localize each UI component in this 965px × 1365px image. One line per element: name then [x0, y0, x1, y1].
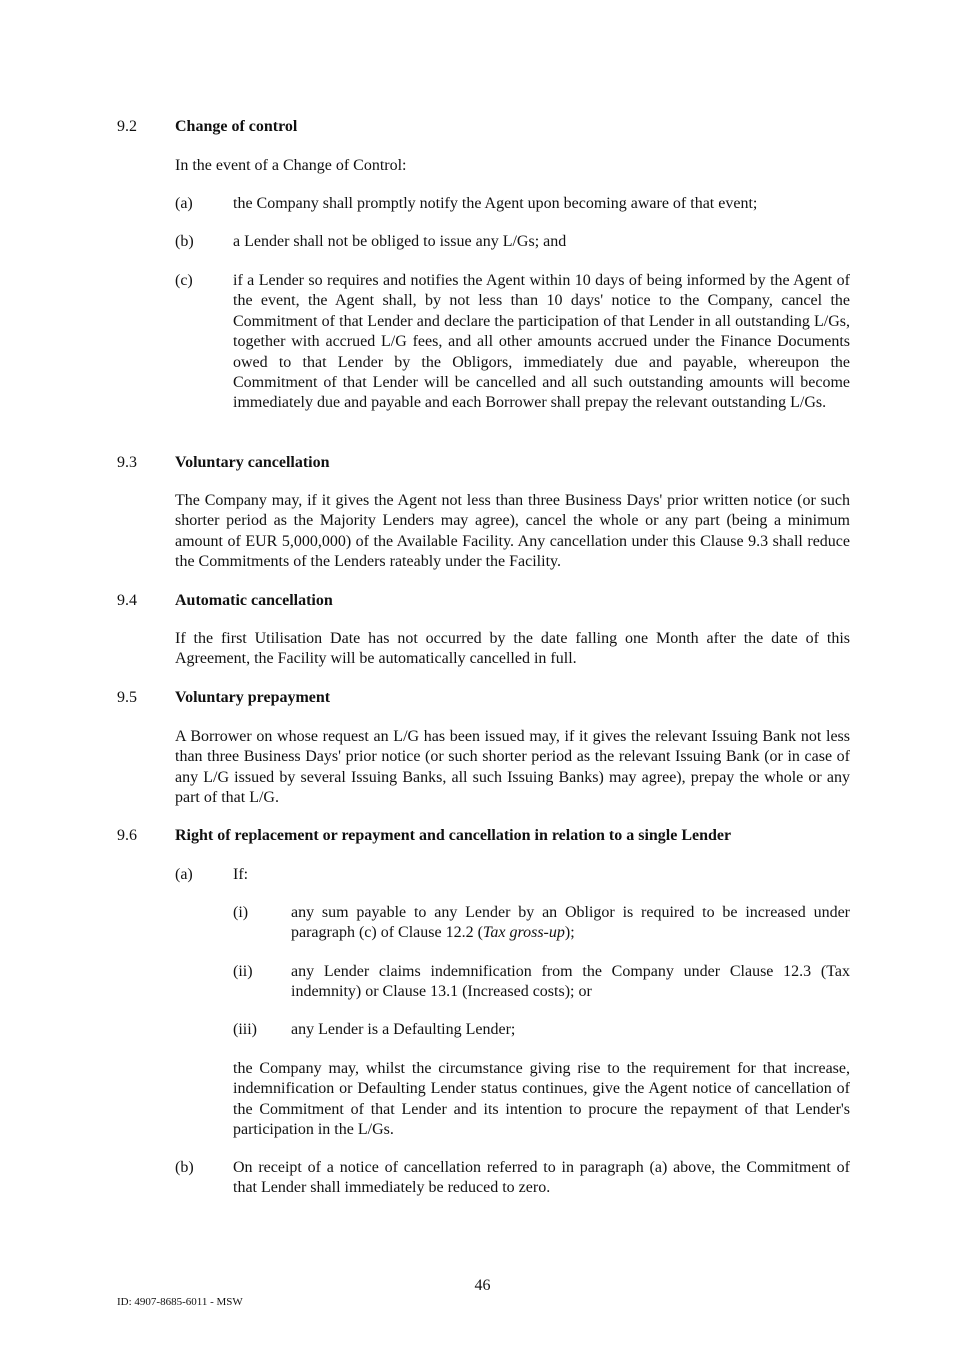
item-text: if a Lender so requires and notifies the Agent within 10 days of being informed by the Agent of the event, the Agent shall, by not less than 10 days' notice to the Company, cancel the Commitment of that Lender and declare the participation of that Lender in all outstanding L/Gs, together with accrued L/G fees, and all other amounts accrued under the Finance Documents owed to that Lender by the Obligors, immediately due and payable, whereupon the Commitment of that Lender will be cancelled and all such outstanding amounts will become immediately due and payable and each Borrower shall prepay the relevant outstanding L/Gs. — [233, 272, 850, 412]
subitem-text: any Lender claims indemnification from the Company under Clause 12.3 (Tax indemnity) or Clause 13.1 (Increased costs); or — [291, 963, 850, 1001]
item-label: (c) — [175, 272, 193, 289]
subitem-label: (i) — [233, 904, 249, 921]
clause-number: 9.4 — [117, 592, 137, 609]
item-text: On receipt of a notice of cancellation referred to in paragraph (a) above, the Commitment of that Lender shall immediately be reduced to zero. — [233, 1159, 850, 1197]
clause-9-2-intro: In the event of a Change of Control: — [175, 157, 407, 174]
item-text: If: — [233, 866, 249, 883]
item-label: (b) — [175, 1159, 194, 1176]
clause-9-3-text: The Company may, if it gives the Agent not less than three Business Days' prior written notice (or such shorter period as the Majority Lenders may agree), cancel the whole or any part (being a minimum amount of EUR 5,000,000) of the Available Facility. Any cancellation under this Clause 9.3 shall reduce the Commitments of the Lenders rateably under the Facility. — [175, 492, 850, 571]
item-text: the Company shall promptly notify the Agent upon becoming aware of that event; — [233, 195, 758, 212]
page-number: 46 — [474, 1277, 491, 1294]
item-label: (a) — [175, 866, 193, 883]
item-text: a Lender shall not be obliged to issue any L/Gs; and — [233, 233, 567, 250]
clause-number: 9.5 — [117, 689, 137, 706]
document-id: ID: 4907-8685-6011 - MSW — [117, 1296, 243, 1308]
item-label: (b) — [175, 233, 194, 250]
subitem-label: (iii) — [233, 1021, 257, 1038]
item-label: (a) — [175, 195, 193, 212]
subitem-text: any Lender is a Defaulting Lender; — [291, 1021, 516, 1038]
clause-title: Voluntary cancellation — [175, 454, 330, 471]
italic-reference: Tax gross-up — [482, 924, 565, 942]
clause-title: Right of replacement or repayment and cancellation in relation to a single Lender — [175, 827, 732, 844]
clause-9-4-text: If the first Utilisation Date has not occurred by the date falling one Month after the date of this Agreement, the Facility will be automatically cancelled in full. — [175, 630, 850, 668]
clause-9-5-text: A Borrower on whose request an L/G has been issued may, if it gives the relevant Issuing Bank not less than three Business Days' prior notice (or such shorter period as the relevant Issuing Bank (or in case of any L/G issued by several Issuing Banks, all such Issuing Banks) may agree), prepay the whole or any part of that L/G. — [175, 728, 850, 807]
subitem-label: (ii) — [233, 963, 253, 980]
clause-title: Change of control — [175, 118, 298, 135]
clause-title: Voluntary prepayment — [175, 689, 331, 706]
clause-number: 9.6 — [117, 827, 137, 844]
clause-number: 9.3 — [117, 454, 137, 471]
clause-number: 9.2 — [117, 118, 137, 135]
subitem-text: any sum payable to any Lender by an Obligor is required to be increased under paragraph (c) of Clause 12.2 (Tax gross-up); — [291, 904, 850, 942]
clause-9-6-continuation: the Company may, whilst the circumstance giving rise to the requirement for that increase, indemnification or Defaulting Lender status continues, give the Agent notice of cancellation of the Commitment of that Lender and its intention to procure the repayment of that Lender's participation in the L/Gs. — [233, 1060, 850, 1139]
clause-title: Automatic cancellation — [175, 592, 333, 609]
